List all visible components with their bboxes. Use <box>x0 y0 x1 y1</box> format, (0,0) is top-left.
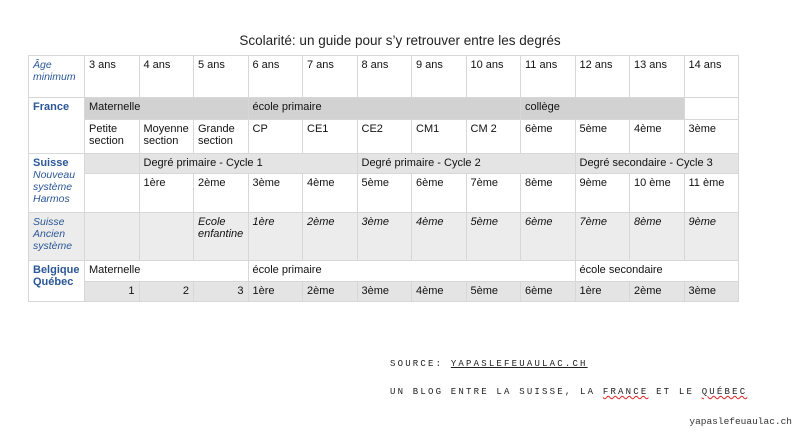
france-class: CE1 <box>303 120 358 154</box>
suisse-new-label: Suisse Nouveau système Harmos <box>29 154 85 213</box>
age-cell: 3 ans <box>85 56 140 98</box>
suisse-old-class: 7ème <box>575 213 630 261</box>
suisse-old-empty <box>139 213 194 261</box>
age-cell: 12 ans <box>575 56 630 98</box>
tagline-france: FRANCE <box>602 387 649 397</box>
france-class: Grande section <box>194 120 249 154</box>
belgique-class: 2ème <box>630 282 685 302</box>
france-class: CE2 <box>357 120 412 154</box>
suisse-old-class: Ecole enfantine <box>194 213 249 261</box>
belgique-groups-row <box>29 261 739 282</box>
age-cell: 8 ans <box>357 56 412 98</box>
france-group: Maternelle <box>85 98 249 120</box>
france-class: CM1 <box>412 120 467 154</box>
suisse-group: Degré secondaire - Cycle 3 <box>575 154 739 174</box>
suisse-class: 4ème <box>303 174 358 213</box>
age-cell: 11 ans <box>521 56 576 98</box>
age-cell: 6 ans <box>248 56 303 98</box>
suisse-old-class: 6ème <box>521 213 576 261</box>
belgique-group: école primaire <box>248 261 575 282</box>
france-class: CM 2 <box>466 120 521 154</box>
age-cell: 7 ans <box>303 56 358 98</box>
suisse-class-empty <box>85 174 140 213</box>
belgique-class: 4ème <box>412 282 467 302</box>
belgique-classes-row <box>29 282 739 302</box>
belgique-group: école secondaire <box>575 261 739 282</box>
tagline-quebec: QUÉBEC <box>701 387 748 397</box>
watermark: yapaslefeuaulac.ch <box>689 416 792 427</box>
suisse-old-class: 8ème <box>630 213 685 261</box>
suisse-group-empty <box>85 154 140 174</box>
age-cell: 10 ans <box>466 56 521 98</box>
france-class: 4ème <box>630 120 685 154</box>
france-class: 6ème <box>521 120 576 154</box>
suisse-class: 1ère <box>139 174 194 213</box>
age-label: Âge minimum <box>29 56 85 98</box>
tagline-part: UN BLOG ENTRE LA SUISSE, LA <box>390 387 596 397</box>
suisse-old-class: 3ème <box>357 213 412 261</box>
source-line <box>390 359 588 369</box>
suisse-old-class: 9ème <box>684 213 739 261</box>
belgique-class: 1 <box>85 282 140 302</box>
suisse-class: 10 ème <box>630 174 685 213</box>
suisse-old-class: 2ème <box>303 213 358 261</box>
age-cell: 9 ans <box>412 56 467 98</box>
suisse-classes-row <box>29 174 739 213</box>
suisse-class: 6ème <box>412 174 467 213</box>
suisse-old-class: 4ème <box>412 213 467 261</box>
france-class: CP <box>248 120 303 154</box>
belgique-class: 3ème <box>357 282 412 302</box>
france-class: 3ème <box>684 120 739 154</box>
france-group: collège <box>521 98 685 120</box>
tagline-part: ET LE <box>656 387 695 397</box>
suisse-groups-row <box>29 154 739 174</box>
belgique-class: 2ème <box>303 282 358 302</box>
belgique-group: Maternelle <box>85 261 249 282</box>
belgique-quebec-label: Belgique Québec <box>29 261 85 302</box>
france-groups-row <box>29 98 739 120</box>
belgique-class: 3ème <box>684 282 739 302</box>
suisse-old-class: 5ème <box>466 213 521 261</box>
page-title: Scolarité: un guide pour s’y retrouver entre les degrés <box>239 33 561 48</box>
suisse-old-label: Suisse Ancien système <box>29 213 85 261</box>
france-class: Moyenne section <box>139 120 194 154</box>
source-label: SOURCE: <box>390 359 444 369</box>
age-cell: 14 ans <box>684 56 739 98</box>
source-link[interactable]: YAPASLEFEUAULAC.CH <box>450 359 588 369</box>
belgique-class: 1ère <box>575 282 630 302</box>
france-class: Petite section <box>85 120 140 154</box>
suisse-class: 2ème <box>194 174 249 213</box>
suisse-class: 8ème <box>521 174 576 213</box>
belgique-class: 1ère <box>248 282 303 302</box>
tagline <box>390 387 747 397</box>
age-cell: 4 ans <box>139 56 194 98</box>
france-group-empty <box>684 98 739 120</box>
suisse-class: 5ème <box>357 174 412 213</box>
france-label: France <box>29 98 85 154</box>
age-row <box>29 56 739 98</box>
france-class: 5ème <box>575 120 630 154</box>
france-classes-row <box>29 120 739 154</box>
belgique-class: 2 <box>139 282 194 302</box>
suisse-old-empty <box>85 213 140 261</box>
suisse-old-class: 1ère <box>248 213 303 261</box>
age-cell: 13 ans <box>630 56 685 98</box>
suisse-group: Degré primaire - Cycle 1 <box>139 154 357 174</box>
suisse-class: 3ème <box>248 174 303 213</box>
france-group: école primaire <box>248 98 521 120</box>
suisse-class: 7ème <box>466 174 521 213</box>
belgique-class: 3 <box>194 282 249 302</box>
school-grades-table <box>28 55 739 302</box>
belgique-class: 6ème <box>521 282 576 302</box>
suisse-class: 11 ème <box>684 174 739 213</box>
age-cell: 5 ans <box>194 56 249 98</box>
suisse-group: Degré primaire - Cycle 2 <box>357 154 575 174</box>
belgique-class: 5ème <box>466 282 521 302</box>
suisse-old-row <box>29 213 739 261</box>
suisse-class: 9ème <box>575 174 630 213</box>
